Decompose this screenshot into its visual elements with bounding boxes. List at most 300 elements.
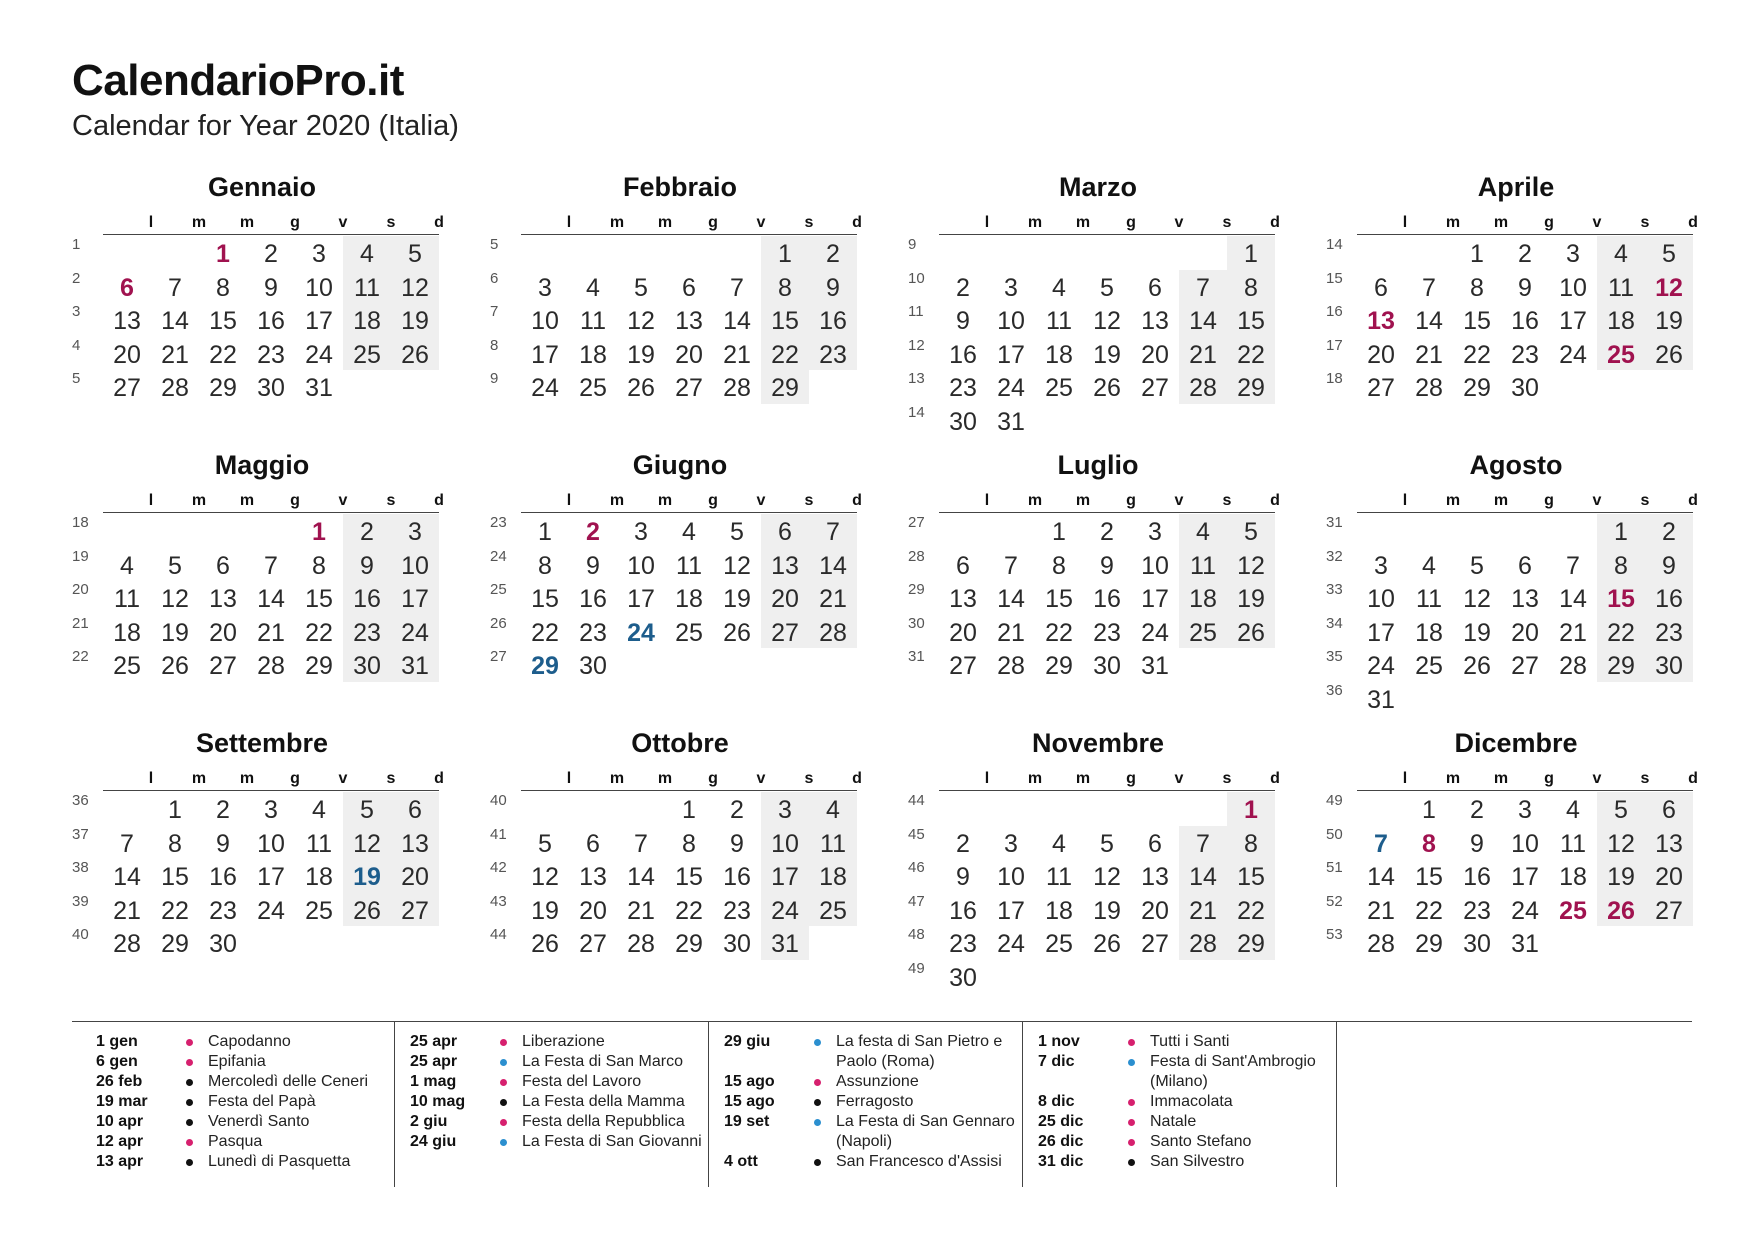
week-number: 33 (1326, 581, 1343, 599)
day-cell: 31 (401, 652, 429, 681)
day-cell: 23 (257, 340, 285, 369)
weekday-header: g (1544, 492, 1554, 509)
day-cell: 9 (826, 273, 840, 302)
holiday-row (410, 1072, 710, 1092)
day-cell: 9 (1518, 273, 1532, 302)
day-cell: 17 (1511, 863, 1539, 892)
day-cell: 17 (997, 896, 1025, 925)
day-cell: 13 (1367, 307, 1395, 336)
week-number: 52 (1326, 892, 1343, 910)
holiday-name: Pasqua (208, 1133, 263, 1150)
day-cell: 8 (312, 551, 326, 580)
weekday-header: l (1402, 492, 1408, 509)
day-cell: 8 (168, 829, 182, 858)
day-cell: 12 (1093, 307, 1121, 336)
holiday-row (410, 1132, 710, 1152)
day-cell: 19 (1655, 307, 1683, 336)
day-cell: 24 (1559, 340, 1587, 369)
weekday-header: v (1174, 770, 1184, 787)
day-cell: 22 (1045, 618, 1073, 647)
day-cell: 23 (579, 618, 607, 647)
day-cell: 4 (586, 273, 600, 302)
day-cell: 5 (1100, 829, 1114, 858)
day-cell: 22 (1237, 896, 1265, 925)
day-cell: 11 (1190, 551, 1216, 580)
holiday-name: La Festa di San Gennaro (Napoli) (836, 1113, 1015, 1150)
day-cell: 22 (305, 618, 333, 647)
holiday-name: La Festa di San Giovanni (522, 1133, 702, 1150)
day-cell: 23 (1511, 340, 1539, 369)
holiday-dot-icon (1128, 1059, 1135, 1066)
day-cell: 12 (353, 829, 381, 858)
day-cell: 7 (1196, 273, 1210, 302)
day-cell: 16 (949, 340, 977, 369)
holiday-dot-icon (1128, 1159, 1135, 1166)
day-cell: 9 (956, 863, 970, 892)
day-cell: 18 (1559, 863, 1587, 892)
day-cell: 29 (531, 652, 559, 681)
weekday-header: m (1027, 770, 1043, 787)
week-number: 46 (908, 859, 925, 877)
day-cell: 31 (1141, 652, 1169, 681)
day-cell: 24 (627, 618, 655, 647)
day-cell: 23 (1093, 618, 1121, 647)
weekday-rule (521, 512, 857, 513)
week-number: 35 (1326, 648, 1343, 666)
day-cell: 27 (1141, 930, 1169, 959)
weekday-header: g (1544, 214, 1554, 231)
holiday-row (410, 1092, 710, 1112)
weekday-header: m (1027, 492, 1043, 509)
day-cell: 4 (826, 796, 840, 824)
day-cell: 20 (579, 896, 607, 925)
day-cell: 10 (997, 863, 1025, 892)
day-cell: 4 (682, 518, 696, 546)
day-cell: 21 (1415, 340, 1443, 369)
day-cell: 30 (257, 374, 285, 403)
week-number: 22 (72, 648, 89, 666)
day-cell: 29 (161, 930, 189, 959)
weekday-rule (103, 790, 439, 791)
holiday-row (724, 1072, 1024, 1092)
day-cell: 23 (1463, 896, 1491, 925)
holiday-date: 26 feb (96, 1073, 143, 1090)
holiday-date: 15 ago (724, 1073, 775, 1090)
day-cell: 26 (1607, 896, 1635, 925)
week-number: 21 (72, 614, 89, 632)
day-cell: 24 (257, 896, 285, 925)
weekday-header: m (239, 214, 255, 231)
weekday-header: m (1075, 492, 1091, 509)
week-number: 27 (490, 648, 507, 666)
holiday-name: Lunedì di Pasquetta (208, 1153, 351, 1170)
week-number: 29 (908, 581, 925, 599)
day-cell: 5 (168, 551, 182, 580)
day-cell: 1 (1470, 240, 1484, 268)
day-cell: 29 (1237, 374, 1265, 403)
day-cell: 2 (1470, 796, 1484, 824)
day-cell: 8 (1614, 551, 1628, 580)
day-cell: 27 (209, 652, 237, 681)
day-cell: 26 (353, 896, 381, 925)
week-number: 5 (490, 236, 499, 253)
day-cell: 11 (306, 829, 332, 858)
holiday-date: 12 apr (96, 1133, 144, 1150)
day-cell: 28 (1415, 374, 1443, 403)
weekday-header: g (1126, 492, 1136, 509)
week-number: 37 (72, 825, 89, 843)
day-cell: 6 (586, 829, 600, 858)
day-cell: 22 (1415, 896, 1443, 925)
holiday-name: Immacolata (1150, 1093, 1233, 1110)
weekday-header: d (1688, 492, 1698, 509)
day-cell: 28 (627, 930, 655, 959)
weekday-rule (1357, 790, 1693, 791)
day-cell: 12 (161, 585, 189, 614)
day-cell: 10 (531, 307, 559, 336)
day-cell: 28 (1367, 930, 1395, 959)
day-cell: 20 (1511, 618, 1539, 647)
holiday-row (1038, 1152, 1338, 1172)
day-cell: 4 (120, 551, 134, 580)
month-name: Marzo (1058, 172, 1137, 202)
day-cell: 25 (113, 652, 141, 681)
day-cell: 7 (264, 551, 278, 580)
weekday-header: v (338, 214, 348, 231)
day-cell: 3 (1004, 273, 1018, 302)
weekday-header: m (1445, 770, 1461, 787)
weekday-header: l (148, 770, 154, 787)
week-number: 40 (490, 792, 507, 809)
week-number: 16 (1326, 303, 1343, 321)
weekday-header: l (984, 492, 990, 509)
day-cell: 27 (1367, 374, 1395, 403)
day-cell: 19 (1463, 618, 1491, 647)
day-cell: 29 (209, 374, 237, 403)
day-cell: 21 (1559, 618, 1587, 647)
day-cell: 6 (1662, 796, 1676, 824)
day-cell: 6 (956, 551, 970, 580)
day-cell: 27 (1655, 896, 1683, 925)
weekday-header: g (1544, 770, 1554, 787)
holiday-date: 25 apr (410, 1053, 458, 1070)
day-cell: 9 (216, 829, 230, 858)
day-cell: 11 (580, 307, 606, 336)
day-cell: 15 (771, 307, 799, 336)
day-cell: 27 (401, 896, 429, 925)
week-number: 8 (490, 336, 499, 354)
weekday-header: d (434, 214, 444, 231)
day-cell: 7 (1004, 551, 1018, 580)
day-cell: 5 (634, 273, 648, 302)
day-cell: 19 (1237, 585, 1265, 614)
holiday-name: Assunzione (836, 1073, 919, 1090)
weekday-header: m (609, 770, 625, 787)
day-cell: 12 (627, 307, 655, 336)
month-name: Agosto (1469, 450, 1563, 480)
day-cell: 16 (353, 585, 381, 614)
day-cell: 20 (949, 618, 977, 647)
weekday-header: m (657, 214, 673, 231)
day-cell: 30 (723, 930, 751, 959)
weekday-header: g (290, 492, 300, 509)
day-cell: 17 (997, 340, 1025, 369)
day-cell: 1 (168, 796, 182, 824)
day-cell: 14 (1189, 307, 1217, 336)
day-cell: 11 (676, 551, 702, 580)
holiday-date: 8 dic (1038, 1093, 1075, 1110)
weekday-rule (939, 512, 1275, 513)
day-cell: 9 (730, 829, 744, 858)
month-name: Gennaio (207, 172, 316, 202)
day-cell: 21 (1189, 340, 1217, 369)
holiday-date: 25 dic (1038, 1113, 1084, 1130)
weekday-header: g (708, 492, 718, 509)
week-number: 5 (72, 370, 81, 388)
week-number: 44 (490, 926, 507, 944)
holiday-name: Festa di Sant'Ambrogio (Milano) (1150, 1053, 1316, 1090)
day-cell: 27 (949, 652, 977, 681)
day-cell: 2 (216, 796, 230, 824)
day-cell: 17 (531, 340, 559, 369)
holiday-row (724, 1152, 1024, 1172)
weekday-header: s (386, 770, 396, 787)
week-number: 53 (1326, 926, 1343, 944)
week-number: 47 (908, 892, 925, 910)
holiday-name: Festa del Papà (208, 1093, 316, 1110)
day-cell: 1 (1052, 518, 1066, 546)
day-cell: 23 (723, 896, 751, 925)
day-cell: 10 (1511, 829, 1539, 858)
day-cell: 6 (1374, 273, 1388, 302)
day-cell: 3 (778, 796, 792, 824)
day-cell: 20 (401, 863, 429, 892)
weekday-header: s (1640, 770, 1650, 787)
day-cell: 7 (1422, 273, 1436, 302)
day-cell: 9 (1100, 551, 1114, 580)
weekday-header: v (756, 214, 766, 231)
day-cell: 10 (401, 551, 429, 580)
day-cell: 9 (1470, 829, 1484, 858)
month-aprile (1326, 172, 1698, 432)
holiday-dot-icon (500, 1079, 507, 1086)
day-cell: 12 (401, 273, 429, 302)
day-cell: 17 (1559, 307, 1587, 336)
holiday-date: 24 giu (410, 1133, 457, 1150)
day-cell: 12 (1655, 273, 1683, 302)
day-cell: 17 (305, 307, 333, 336)
day-cell: 14 (1415, 307, 1443, 336)
month-maggio (72, 450, 444, 710)
day-cell: 30 (1093, 652, 1121, 681)
day-cell: 9 (956, 307, 970, 336)
week-number: 14 (908, 404, 925, 421)
holiday-row (96, 1072, 396, 1092)
holiday-row (724, 1112, 1024, 1152)
holiday-name: La Festa di San Marco (522, 1053, 683, 1070)
day-cell: 26 (1237, 618, 1265, 647)
day-cell: 3 (1566, 240, 1580, 268)
day-cell: 26 (531, 930, 559, 959)
weekday-header: s (1222, 214, 1232, 231)
day-cell: 21 (257, 618, 285, 647)
week-number: 28 (908, 547, 925, 565)
holiday-dot-icon (500, 1039, 507, 1046)
holiday-row (724, 1092, 1024, 1112)
weekday-header: v (1174, 492, 1184, 509)
holiday-name: Ferragosto (836, 1093, 914, 1110)
day-cell: 25 (819, 896, 847, 925)
day-cell: 27 (771, 618, 799, 647)
day-cell: 3 (312, 240, 326, 268)
day-cell: 6 (1518, 551, 1532, 580)
day-cell: 5 (1244, 518, 1258, 546)
weekday-header: v (1592, 214, 1602, 231)
day-cell: 3 (1004, 829, 1018, 858)
day-cell: 7 (634, 829, 648, 858)
day-cell: 11 (820, 829, 846, 858)
day-cell: 22 (771, 340, 799, 369)
holidays-column (724, 1032, 1024, 1172)
day-cell: 4 (312, 796, 326, 824)
week-number: 13 (908, 370, 925, 388)
day-cell: 16 (257, 307, 285, 336)
week-number: 9 (490, 370, 499, 388)
day-cell: 18 (675, 585, 703, 614)
holiday-name: Festa del Lavoro (522, 1073, 642, 1090)
holiday-row (96, 1032, 396, 1052)
day-cell: 7 (1374, 829, 1388, 858)
day-cell: 9 (264, 273, 278, 302)
holiday-name: Mercoledì delle Ceneri (208, 1073, 369, 1090)
day-cell: 31 (771, 930, 799, 959)
day-cell: 24 (305, 340, 333, 369)
week-number: 42 (490, 859, 507, 877)
day-cell: 8 (1244, 273, 1258, 302)
day-cell: 9 (360, 551, 374, 580)
day-cell: 11 (1560, 829, 1586, 858)
weekday-header: l (566, 770, 572, 787)
day-cell: 27 (1141, 374, 1169, 403)
week-number: 30 (908, 614, 925, 632)
day-cell: 30 (1655, 652, 1683, 681)
month-ottobre (490, 728, 862, 988)
holiday-row (96, 1112, 396, 1132)
day-cell: 17 (257, 863, 285, 892)
day-cell: 25 (353, 340, 381, 369)
week-number: 51 (1326, 859, 1343, 877)
holiday-date: 10 mag (410, 1093, 466, 1110)
weekday-header: g (290, 770, 300, 787)
day-cell: 20 (1655, 863, 1683, 892)
day-cell: 23 (819, 340, 847, 369)
weekday-header: s (1640, 492, 1650, 509)
day-cell: 29 (305, 652, 333, 681)
weekday-header: v (1174, 214, 1184, 231)
day-cell: 26 (1655, 340, 1683, 369)
day-cell: 28 (1189, 374, 1217, 403)
day-cell: 18 (353, 307, 381, 336)
holiday-dot-icon (186, 1039, 193, 1046)
week-number: 9 (908, 236, 917, 253)
day-cell: 18 (1607, 307, 1635, 336)
day-cell: 2 (1518, 240, 1532, 268)
week-number: 19 (72, 547, 89, 565)
week-number: 41 (490, 825, 507, 843)
day-cell: 28 (161, 374, 189, 403)
holiday-name: Epifania (208, 1053, 266, 1070)
day-cell: 10 (997, 307, 1025, 336)
day-cell: 8 (778, 273, 792, 302)
day-cell: 13 (579, 863, 607, 892)
weekday-header: m (1445, 492, 1461, 509)
day-cell: 11 (114, 585, 140, 614)
day-cell: 27 (1511, 652, 1539, 681)
weekday-header: m (239, 770, 255, 787)
day-cell: 8 (1244, 829, 1258, 858)
day-cell: 2 (1662, 518, 1676, 546)
day-cell: 10 (257, 829, 285, 858)
day-cell: 22 (1463, 340, 1491, 369)
day-cell: 19 (353, 863, 381, 892)
day-cell: 13 (1511, 585, 1539, 614)
weekday-header: d (852, 770, 862, 787)
day-cell: 20 (1367, 340, 1395, 369)
day-cell: 16 (579, 585, 607, 614)
day-cell: 15 (1607, 585, 1635, 614)
holidays-column (410, 1032, 710, 1152)
holiday-date: 1 mag (410, 1073, 457, 1090)
day-cell: 28 (1559, 652, 1587, 681)
holiday-row (724, 1032, 1024, 1072)
day-cell: 24 (1511, 896, 1539, 925)
day-cell: 6 (216, 551, 230, 580)
day-cell: 12 (531, 863, 559, 892)
month-name: Dicembre (1454, 728, 1578, 758)
weekday-header: m (1027, 214, 1043, 231)
weekday-header: g (1126, 770, 1136, 787)
day-cell: 4 (1052, 829, 1066, 858)
day-cell: 20 (209, 618, 237, 647)
day-cell: 24 (997, 930, 1025, 959)
weekday-rule (103, 234, 439, 235)
day-cell: 13 (401, 829, 429, 858)
day-cell: 16 (1655, 585, 1683, 614)
day-cell: 4 (1422, 551, 1436, 580)
day-cell: 30 (949, 964, 977, 992)
day-cell: 8 (538, 551, 552, 580)
week-number: 32 (1326, 547, 1343, 565)
day-cell: 2 (730, 796, 744, 824)
day-cell: 21 (819, 585, 847, 614)
holiday-name: Venerdì Santo (208, 1113, 310, 1130)
day-cell: 26 (401, 340, 429, 369)
day-cell: 3 (634, 518, 648, 546)
holiday-row (410, 1112, 710, 1132)
weekday-header: m (1493, 492, 1509, 509)
day-cell: 18 (819, 863, 847, 892)
day-cell: 14 (161, 307, 189, 336)
weekday-header: g (290, 214, 300, 231)
day-cell: 9 (586, 551, 600, 580)
week-number: 25 (490, 581, 507, 599)
day-cell: 26 (723, 618, 751, 647)
holiday-date: 13 apr (96, 1153, 144, 1170)
day-cell: 30 (353, 652, 381, 681)
day-cell: 24 (997, 374, 1025, 403)
day-cell: 14 (1189, 863, 1217, 892)
day-cell: 23 (949, 374, 977, 403)
